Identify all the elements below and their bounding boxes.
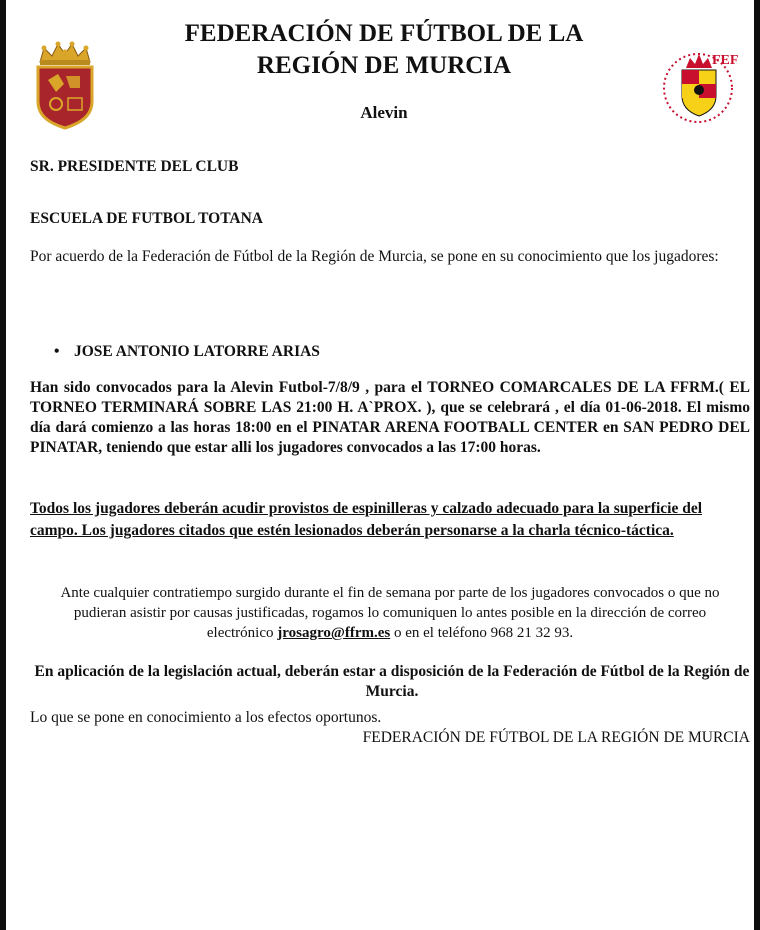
- title-line-1: FEDERACIÓN DE FÚTBOL DE LA: [184, 20, 584, 47]
- rfef-logo-text: FEF: [712, 53, 739, 68]
- ffrm-crest-logo: [34, 40, 96, 130]
- right-border: [754, 0, 760, 930]
- closing-line: Lo que se pone en conocimiento a los efectos oportunos.: [30, 709, 382, 726]
- club-name: ESCUELA DE FUTBOL TOTANA: [30, 210, 263, 227]
- contact-paragraph: [50, 583, 730, 643]
- intro-paragraph: Por acuerdo de la Federación de Fútbol de la Región de Murcia, se pone en su conocimiento que los jugadores:: [30, 248, 719, 265]
- title-line-2: REGIÓN DE MURCIA: [256, 52, 512, 79]
- contact-phone-text: o en el teléfono 968 21 32 93.: [390, 625, 574, 641]
- contact-email-link[interactable]: jrosagro@ffrm.es: [277, 625, 391, 641]
- left-border: [0, 0, 6, 930]
- contact-text: Ante cualquier contratiempo surgido durante el fin de semana por parte de los jugadores convocados o que no pudieran asistir por causas justificadas, rogamos lo comuniquen lo antes posible en la dirección de correo electrónico: [60, 585, 720, 641]
- signature: FEDERACIÓN DE FÚTBOL DE LA REGIÓN DE MURCIA: [362, 729, 750, 746]
- equipment-notice: Todos los jugadores deberán acudir provistos de espinilleras y calzado adecuado para la superficie del campo. Los jugadores citados que estén lesionados deberán personarse a la charla técnico-táctica.: [30, 500, 703, 539]
- bullet-icon: •: [54, 343, 60, 360]
- addressee: SR. PRESIDENTE DEL CLUB: [30, 158, 239, 175]
- list-item: [54, 342, 734, 362]
- letter-page: [14, 0, 752, 930]
- player-name: JOSE ANTONIO LATORRE ARIAS: [74, 343, 320, 360]
- federation-title: [124, 18, 644, 82]
- rfef-crest-logo: [660, 38, 742, 130]
- category-label: Alevin: [360, 103, 408, 122]
- convocation-paragraph: Han sido convocados para la Alevin Futbol-7/8/9 , para el TORNEO COMARCALES DE LA FFRM.( EL TORNEO TERMINARÁ SOBRE LAS 21:00 H. A`PROX. ), que se celebrará , el día 01-06-2018. El mismo día dará comienzo a las horas 18:00 en el PINATAR ARENA FOOTBALL CENTER en SAN PEDRO DEL PINATAR, teniendo que estar alli los jugadores convocados a las 17:00 horas.: [30, 379, 750, 456]
- legal-notice: En aplicación de la legislación actual, deberán estar a disposición de la Federación de Fútbol de la Región de Murcia.: [34, 663, 750, 700]
